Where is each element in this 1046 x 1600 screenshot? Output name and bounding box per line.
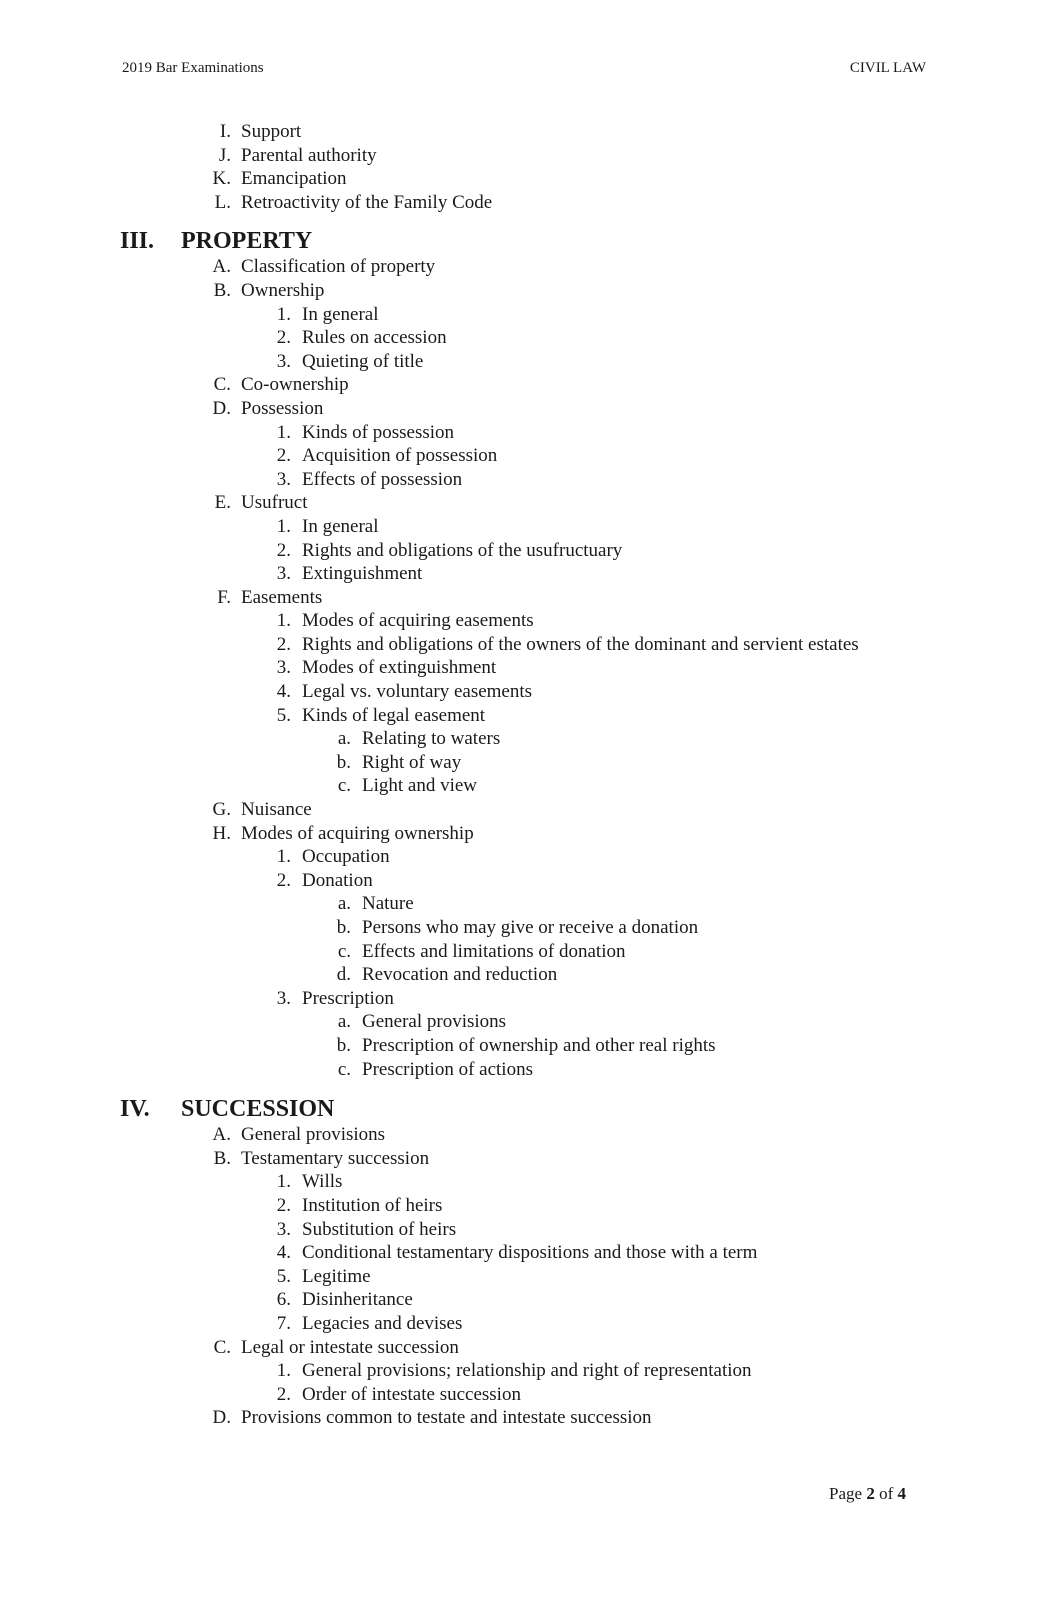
item-text: Co-ownership	[241, 374, 349, 396]
item-label: c.	[337, 940, 351, 962]
outline-item	[0, 515, 1046, 539]
item-label: 2.	[276, 869, 291, 891]
item-text: Retroactivity of the Family Code	[241, 191, 493, 213]
succession-items	[0, 1123, 1046, 1430]
item-label: c.	[337, 775, 351, 797]
item-text: Disinheritance	[302, 1289, 413, 1311]
outline-item	[0, 468, 1046, 492]
outline-item	[0, 1034, 1046, 1058]
item-text: Ownership	[241, 279, 325, 301]
outline-item	[0, 326, 1046, 350]
outline-item	[0, 892, 1046, 916]
outline-item	[0, 1288, 1046, 1312]
outline-item	[0, 144, 1046, 168]
item-text: Extinguishment	[302, 563, 423, 585]
item-text: Rights and obligations of the owners of the dominant and servient estates	[302, 633, 859, 655]
item-text: Legitime	[302, 1265, 371, 1287]
item-text: Acquisition of possession	[302, 445, 498, 467]
section-number: IV.	[120, 1096, 150, 1123]
item-label: b.	[336, 751, 351, 773]
page-prefix: Page	[829, 1484, 863, 1503]
outline-item	[0, 491, 1046, 515]
page-number	[829, 1484, 906, 1504]
item-label: 2.	[276, 633, 291, 655]
outline-item	[0, 1406, 1046, 1430]
item-label: D.	[212, 1407, 231, 1429]
item-label: J.	[218, 144, 231, 166]
item-text: Conditional testamentary dispositions and those with a term	[302, 1242, 758, 1264]
item-label: I.	[219, 121, 231, 142]
item-text: Support	[241, 121, 302, 142]
item-label: F.	[217, 586, 231, 608]
item-text: Right of way	[362, 751, 462, 773]
item-label: a.	[337, 893, 351, 915]
property-items	[0, 255, 1046, 1081]
top-items	[0, 120, 1046, 214]
item-label: 2.	[276, 539, 291, 561]
outline-item	[0, 1218, 1046, 1242]
item-label: 1.	[276, 421, 291, 443]
section-heading-property	[0, 228, 1046, 255]
outline-item	[0, 397, 1046, 421]
item-text: Rights and obligations of the usufructuary	[302, 539, 623, 561]
outline-item	[0, 822, 1046, 846]
item-label: 4.	[276, 1242, 291, 1264]
item-label: H.	[212, 822, 231, 844]
item-text: Prescription	[302, 987, 394, 1009]
outline-item	[0, 373, 1046, 397]
item-text: Prescription of ownership and other real rights	[362, 1034, 716, 1056]
outline-item	[0, 191, 1046, 215]
item-label: 3.	[276, 563, 291, 585]
outline-item	[0, 845, 1046, 869]
item-label: 1.	[276, 515, 291, 537]
item-label: 2.	[276, 327, 291, 349]
item-label: B.	[213, 279, 231, 301]
section-title: PROPERTY	[181, 228, 313, 255]
item-label: C.	[213, 1336, 231, 1358]
section-number: III.	[120, 228, 155, 255]
item-text: General provisions	[241, 1124, 386, 1146]
item-text: Legal or intestate succession	[241, 1336, 459, 1358]
item-label: 3.	[276, 350, 291, 372]
outline-item	[0, 751, 1046, 775]
page-of: of	[879, 1484, 894, 1503]
outline-item	[0, 1147, 1046, 1171]
outline-item	[0, 774, 1046, 798]
outline-item	[0, 940, 1046, 964]
item-label: C.	[213, 374, 231, 396]
item-label: a.	[337, 1011, 351, 1033]
outline-item	[0, 1170, 1046, 1194]
item-label: 2.	[276, 1194, 291, 1216]
outline-item	[0, 633, 1046, 657]
item-label: 1.	[276, 1171, 291, 1193]
item-text: Nuisance	[241, 799, 312, 821]
item-text: Nature	[362, 893, 414, 915]
outline-item	[0, 656, 1046, 680]
item-label: A.	[212, 256, 231, 278]
outline-item	[0, 167, 1046, 191]
item-text: Effects of possession	[302, 468, 463, 490]
outline-item	[0, 987, 1046, 1011]
item-text: Quieting of title	[302, 350, 424, 372]
item-label: 6.	[276, 1289, 291, 1311]
outline-item	[0, 586, 1046, 610]
header-subject: CIVIL LAW	[849, 60, 926, 76]
item-text: Order of intestate succession	[302, 1383, 521, 1405]
item-label: 5.	[276, 704, 291, 726]
item-text: Relating to waters	[362, 728, 501, 750]
outline-item	[0, 963, 1046, 987]
outline-item	[0, 562, 1046, 586]
item-label: G.	[212, 799, 231, 821]
section-heading-succession	[0, 1096, 1046, 1123]
outline-item	[0, 1265, 1046, 1289]
item-text: Rules on accession	[302, 327, 447, 349]
page-current: 2	[866, 1484, 875, 1503]
item-label: 3.	[276, 987, 291, 1009]
outline-item	[0, 539, 1046, 563]
item-label: b.	[336, 1034, 351, 1056]
outline-item	[0, 1359, 1046, 1383]
item-label: D.	[212, 397, 231, 419]
item-label: L.	[214, 191, 231, 213]
item-text: Effects and limitations of donation	[362, 940, 626, 962]
outline-item	[0, 279, 1046, 303]
item-text: In general	[302, 303, 379, 325]
item-label: B.	[213, 1147, 231, 1169]
outline-item	[0, 303, 1046, 327]
item-label: 1.	[276, 610, 291, 632]
item-text: Institution of heirs	[302, 1194, 443, 1216]
item-label: 1.	[276, 303, 291, 325]
outline-item	[0, 350, 1046, 374]
item-text: Provisions common to testate and intestate succession	[241, 1407, 652, 1429]
item-text: Easements	[241, 586, 323, 608]
item-text: Legal vs. voluntary easements	[302, 681, 533, 703]
item-label: 2.	[276, 1383, 291, 1405]
item-text: Modes of acquiring easements	[302, 610, 534, 632]
item-text: Donation	[302, 869, 373, 891]
outline-item	[0, 680, 1046, 704]
item-text: In general	[302, 515, 379, 537]
outline-item	[0, 916, 1046, 940]
item-text: Possession	[241, 397, 324, 419]
item-text: Modes of acquiring ownership	[241, 822, 474, 844]
item-label: 5.	[276, 1265, 291, 1287]
outline-item	[0, 120, 1046, 144]
outline-item	[0, 869, 1046, 893]
outline-item	[0, 1194, 1046, 1218]
item-text: Wills	[302, 1171, 343, 1193]
item-text: Persons who may give or receive a donation	[362, 917, 699, 938]
item-text: Emancipation	[241, 168, 347, 190]
outline-item	[0, 1123, 1046, 1147]
outline-item	[0, 255, 1046, 279]
outline-item	[0, 421, 1046, 445]
item-text: Substitution of heirs	[302, 1218, 457, 1240]
item-text: Parental authority	[241, 144, 377, 166]
item-text: General provisions	[362, 1011, 507, 1033]
item-text: Modes of extinguishment	[302, 657, 497, 679]
item-text: Revocation and reduction	[362, 964, 558, 986]
item-text: Kinds of legal easement	[302, 704, 486, 726]
outline-item	[0, 444, 1046, 468]
outline-item	[0, 1383, 1046, 1407]
item-label: d.	[336, 964, 351, 986]
item-label: 1.	[276, 846, 291, 868]
item-text: Usufruct	[241, 492, 308, 514]
item-text: General provisions; relationship and right of representation	[302, 1360, 752, 1382]
header-exam-title: 2019 Bar Examinations	[122, 60, 264, 76]
section-title: SUCCESSION	[181, 1096, 335, 1123]
item-label: a.	[337, 728, 351, 750]
outline-item	[0, 1312, 1046, 1336]
item-label: 4.	[276, 681, 291, 703]
item-label: c.	[337, 1058, 351, 1080]
item-label: 1.	[276, 1360, 291, 1382]
outline-item	[0, 1010, 1046, 1034]
outline-item	[0, 1058, 1046, 1082]
outline-item	[0, 798, 1046, 822]
outline-item	[0, 1336, 1046, 1360]
outline-item	[0, 727, 1046, 751]
item-text: Classification of property	[241, 256, 436, 278]
item-label: 3.	[276, 657, 291, 679]
item-text: Kinds of possession	[302, 421, 455, 443]
item-label: 3.	[276, 468, 291, 490]
outline-item	[0, 704, 1046, 728]
item-text: Light and view	[362, 775, 478, 797]
item-label: b.	[336, 917, 351, 938]
item-label: A.	[212, 1124, 231, 1146]
outline	[0, 120, 1046, 1430]
item-label: 2.	[276, 445, 291, 467]
item-text: Prescription of actions	[362, 1058, 533, 1080]
item-label: 7.	[276, 1312, 291, 1334]
item-text: Occupation	[302, 846, 390, 868]
outline-item	[0, 609, 1046, 633]
item-label: K.	[212, 168, 231, 190]
item-label: E.	[214, 492, 231, 514]
item-text: Legacies and devises	[302, 1312, 463, 1334]
outline-item	[0, 1241, 1046, 1265]
page-total: 4	[897, 1484, 906, 1503]
item-label: 3.	[276, 1218, 291, 1240]
item-text: Testamentary succession	[241, 1147, 430, 1169]
